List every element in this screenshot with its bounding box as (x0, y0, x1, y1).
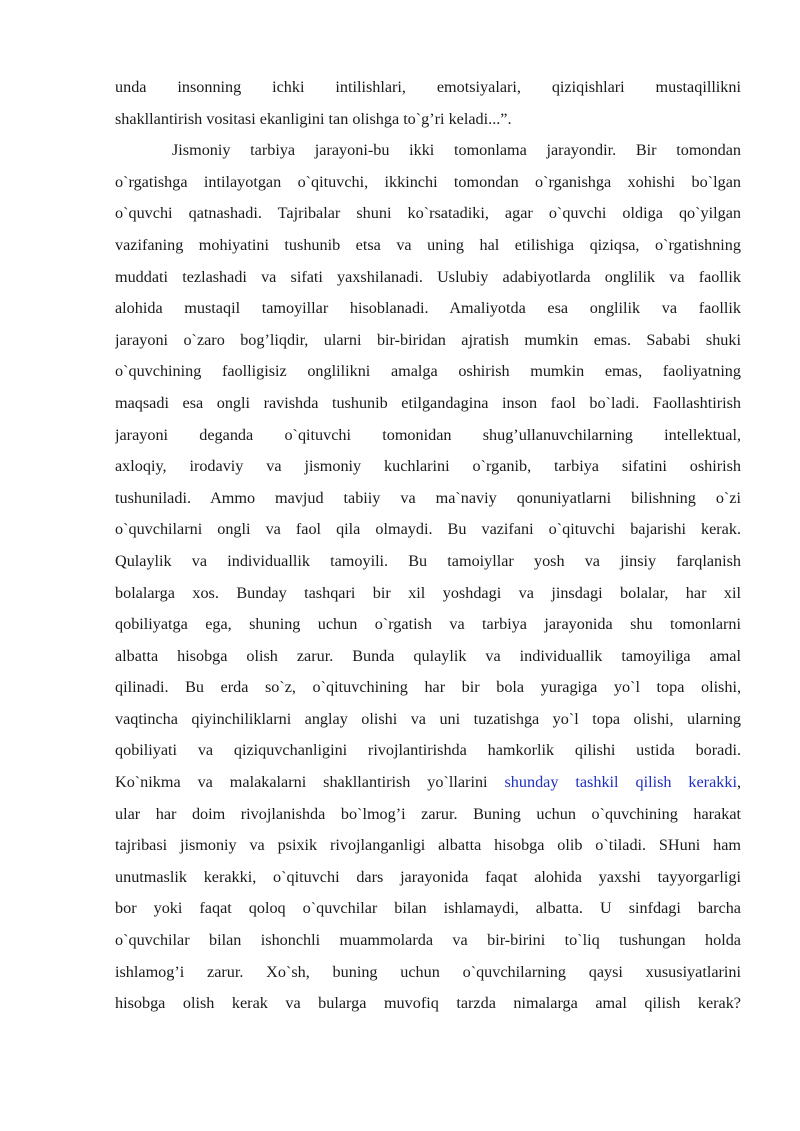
text-line-with-link (115, 767, 741, 799)
text-line: tushuniladi. Ammo mavjud tabiiy va ma`naviy qonuniyatlarni bilishning o`zi (115, 488, 741, 507)
text-line: shakllantirish vositasi ekanligini tan olishga to`g’ri keladi...”. (115, 109, 512, 128)
text-line: albatta hisobga olish zarur. Bunda qulaylik va individuallik tamoyiliga amal (115, 646, 741, 665)
text-line: bolalarga xos. Bunday tashqari bir xil yoshdagi va jinsdagi bolalar, har xil (115, 583, 741, 602)
text-line: axloqiy, irodaviy va jismoniy kuchlarini o`rganib, tarbiya sifatini oshirish (115, 457, 741, 476)
text-line: maqsadi esa ongli ravishda tushunib etilgandagina inson faol bo`ladi. Faollashtirish (115, 393, 741, 412)
text-line: qobiliyatga ega, shuning uchun o`rgatish va tarbiya jarayonida shu tomonlarni (115, 615, 741, 634)
text-line: jarayoni o`zaro bog’liqdir, ularni bir-biridan ajratish mumkin emas. Sababi shuki (115, 330, 741, 349)
text-segment: , (736, 773, 741, 792)
text-line: o`quvchining faolligisiz onglilikni amalga oshirish mumkin emas, faoliyatning (115, 362, 741, 381)
text-line: muddati tezlashadi va sifati yaxshilanadi. Uslubiy adabiyotlarda onglilik va faollik (115, 267, 741, 286)
text-line: qilinadi. Bu erda so`z, o`qituvchining har bir bola yuragiga yo`l topa olishi, (115, 678, 741, 697)
text-line: o`rgatishga intilayotgan o`qituvchi, ikkinchi tomondan o`rganishga xohishi bo`lgan (115, 172, 741, 191)
text-line: qobiliyati va qiziquvchanligini rivojlantirishda hamkorlik qilishi ustida boradi. (115, 741, 741, 760)
text-line: Qulaylik va individuallik tamoyili. Bu tamoiyllar yosh va jinsiy farqlanish (115, 551, 741, 570)
paragraph-first-line: Jismoniy tarbiya jarayoni-bu ikki tomonlama jarayondir. Bir tomondan (172, 141, 741, 160)
text-line: vazifaning mohiyatini tushunib etsa va uning hal etilishiga qiziqsa, o`rgatishning (115, 235, 741, 254)
text-line: vaqtincha qiyinchiliklarni anglay olishi va uni tuzatishga yo`l topa olishi, ularning (115, 709, 741, 728)
text-line: alohida mustaqil tamoyillar hisoblanadi. Amaliyotda esa onglilik va faollik (115, 299, 741, 318)
text-line: o`quvchilar bilan ishonchli muammolarda va bir-birini to`liq tushungan holda (115, 931, 741, 950)
text-line: o`quvchilarni ongli va faol qila olmaydi. Bu vazifani o`qituvchi bajarishi kerak. (115, 520, 741, 539)
text-line: unda insonning ichki intilishlari, emotsiyalari, qiziqishlari mustaqillikni (115, 78, 741, 96)
text-segment: Ko`nikma va malakalarni shakllantirish yo`llarini (115, 773, 505, 792)
text-line: tajribasi jismoniy va psixik rivojlanganligi albatta hisobga olib o`tiladi. SHuni ham (115, 836, 741, 855)
text-line: o`quvchi qatnashadi. Tajribalar shuni ko`rsatadiki, agar o`quvchi oldiga qo`yilgan (115, 204, 741, 223)
text-line: unutmaslik kerakki, o`qituvchi dars jarayonida faqat alohida yaxshi tayyorgarligi (115, 867, 741, 886)
highlighted-link-text[interactable]: shunday tashkil qilish kerakki (504, 773, 737, 792)
text-line: jarayoni deganda o`qituvchi tomonidan shug’ullanuvchilarning intellektual, (115, 425, 741, 444)
document-page (115, 72, 741, 1020)
text-line: ishlamog’i zarur. Xo`sh, buning uchun o`quvchilarning qaysi xususiyatlarini (115, 962, 741, 981)
text-line: bor yoki faqat qoloq o`quvchilar bilan ishlamaydi, albatta. U sinfdagi barcha (115, 899, 741, 918)
text-line: hisobga olish kerak va bularga muvofiq tarzda nimalarga amal qilish kerak? (115, 994, 741, 1013)
text-line: ular har doim rivojlanishda bo`lmog’i zarur. Buning uchun o`quvchining harakat (115, 804, 741, 823)
